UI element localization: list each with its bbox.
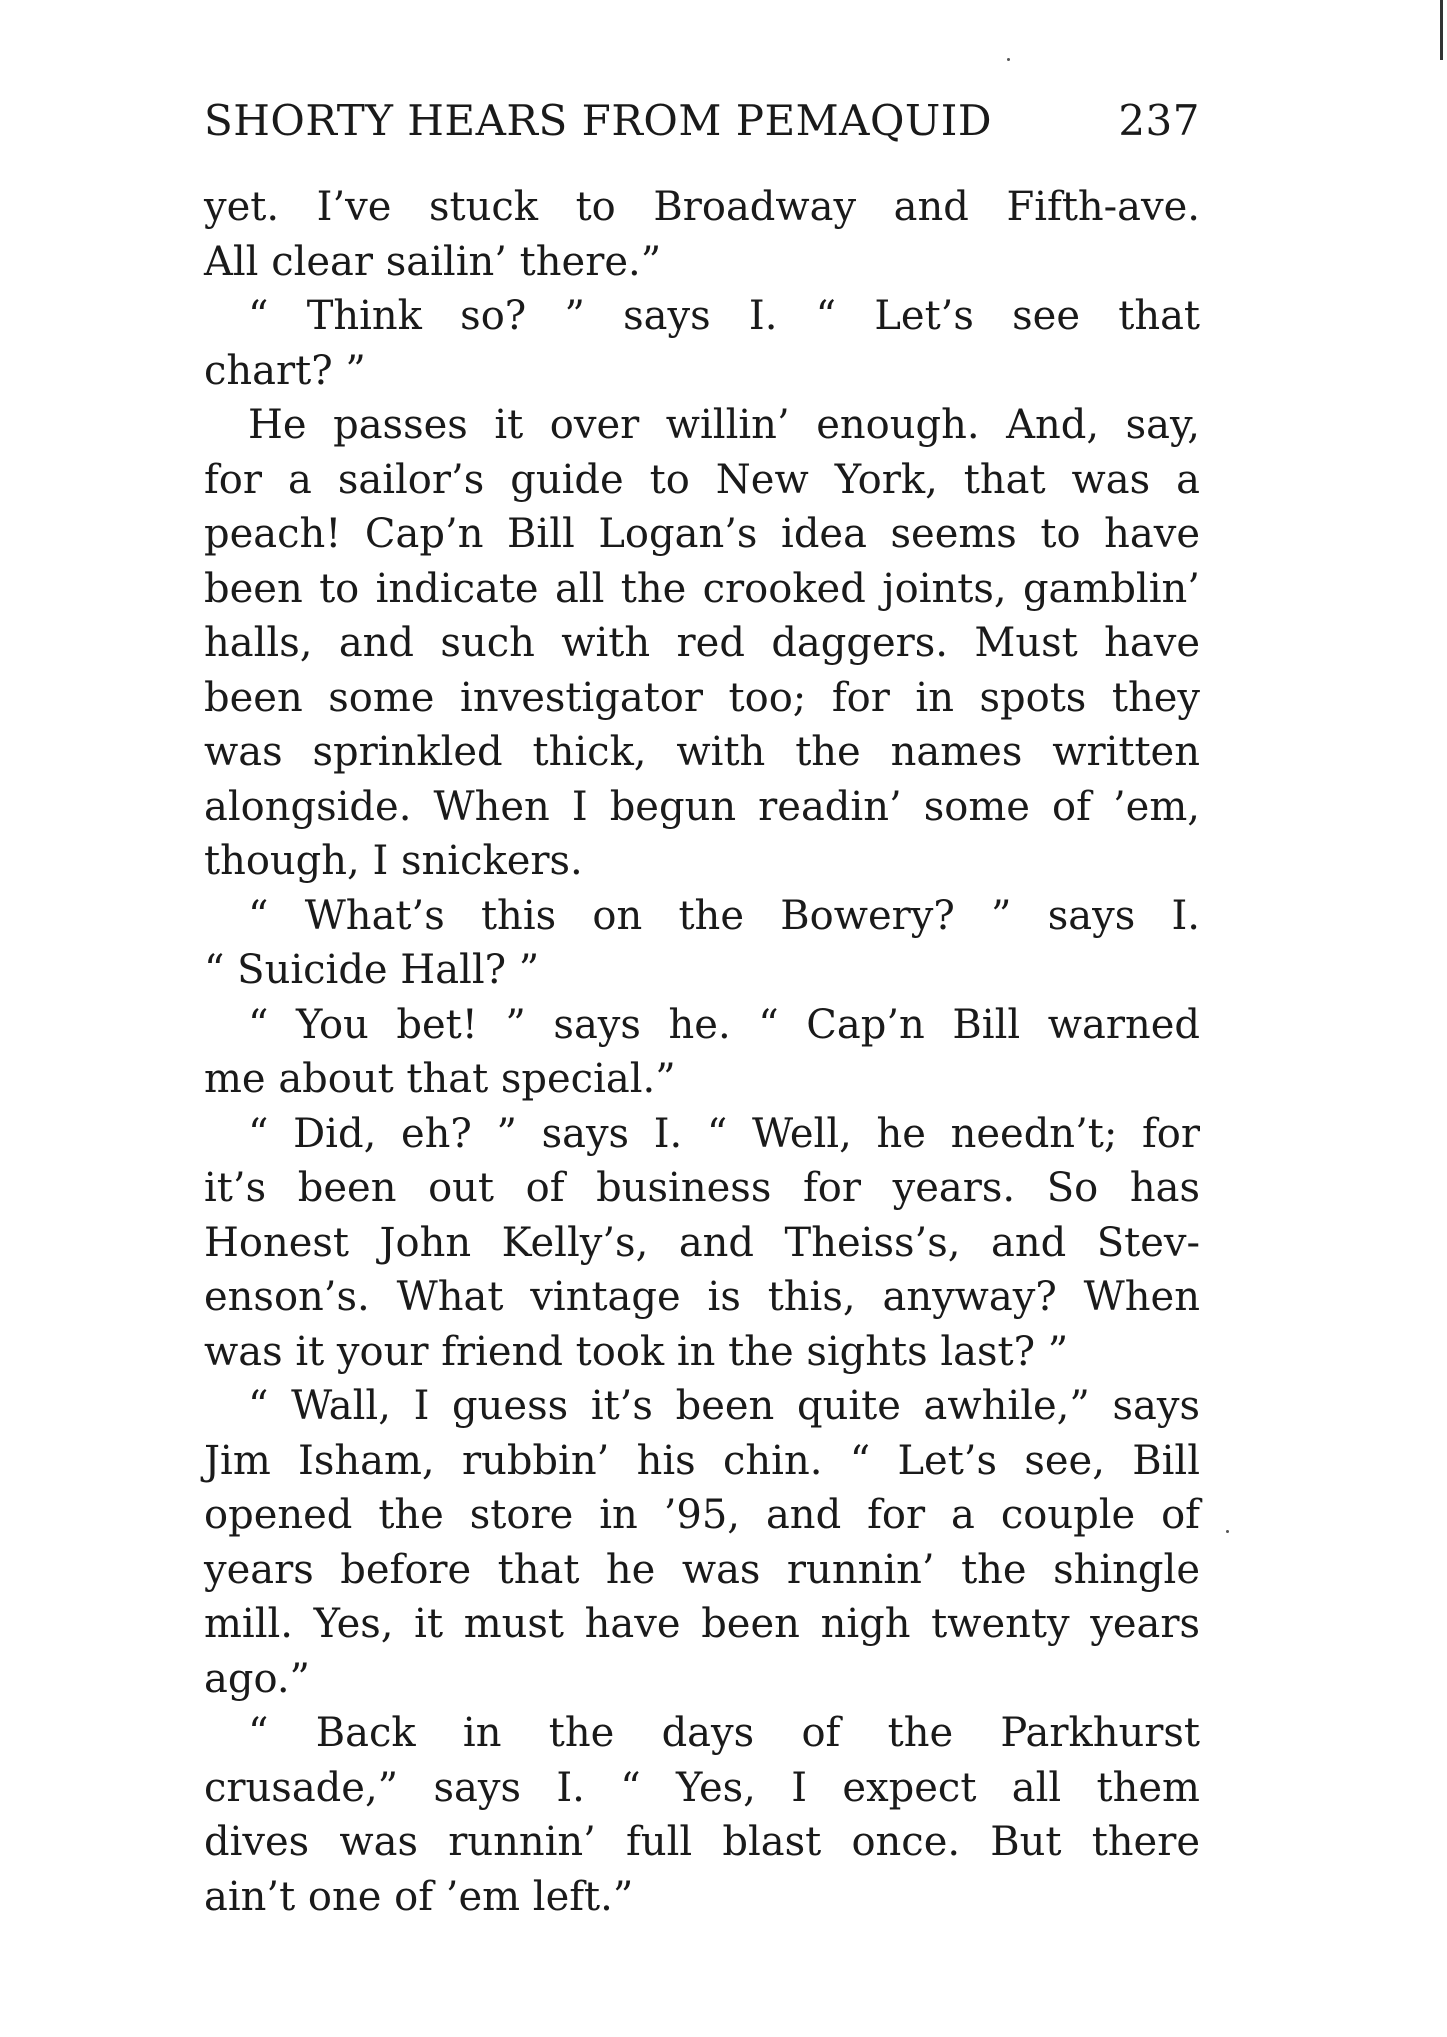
- text-line: He passes it over willin’ enough. And, say,: [248, 402, 1200, 448]
- body-text: [204, 180, 1200, 1924]
- text-line: “ Did, eh? ” says I. “ Well, he needn’t; for: [248, 1110, 1200, 1157]
- text-line: for a sailor’s guide to New York, that was a: [204, 456, 1200, 503]
- text-line: was it your friend took in the sights last? ”: [204, 1328, 1069, 1375]
- text-line: peach! Cap’n Bill Logan’s idea seems to have: [204, 511, 1200, 557]
- text-line: dives was runnin’ full blast once. But there: [204, 1819, 1200, 1865]
- text-line: “ Wall, I guess it’s been quite awhile,” says: [248, 1383, 1200, 1429]
- text-line: “ Suicide Hall? ”: [204, 947, 540, 993]
- print-speck: [1007, 58, 1010, 61]
- text-line: crusade,” says I. “ Yes, I expect all them: [204, 1764, 1200, 1811]
- text-line: ain’t one of ’em left.”: [204, 1873, 634, 1920]
- text-line: Jim Isham, rubbin’ his chin. “ Let’s see, Bill: [204, 1437, 1200, 1484]
- text-line: halls, and such with red daggers. Must have: [204, 620, 1200, 666]
- print-speck: [1226, 1530, 1229, 1533]
- text-line: “ What’s this on the Bowery? ” says I.: [248, 892, 1200, 939]
- text-line: mill. Yes, it must have been nigh twenty years: [204, 1601, 1200, 1647]
- page-number: 237: [1118, 96, 1200, 145]
- text-line: opened the store in ’95, and for a couple of: [204, 1492, 1200, 1538]
- text-line: enson’s. What vintage is this, anyway? When: [204, 1274, 1200, 1320]
- text-line: chart? ”: [204, 347, 366, 394]
- text-line: yet. I’ve stuck to Broadway and Fifth-ave.: [204, 184, 1200, 230]
- text-line: was sprinkled thick, with the names written: [204, 729, 1200, 775]
- text-line: “ You bet! ” says he. “ Cap’n Bill warned: [248, 1001, 1200, 1048]
- text-line: been some investigator too; for in spots they: [204, 674, 1200, 721]
- text-line: me about that special.”: [204, 1056, 676, 1102]
- text-line: been to indicate all the crooked joints, gamblin’: [204, 565, 1200, 612]
- text-line: “ Back in the days of the Parkhurst: [248, 1710, 1200, 1756]
- text-line: Honest John Kelly’s, and Theiss’s, and Stev-: [204, 1219, 1200, 1266]
- running-title: SHORTY HEARS FROM PEMAQUID: [204, 96, 993, 145]
- text-line: years before that he was runnin’ the shingle: [204, 1546, 1200, 1593]
- text-line: alongside. When I begun readin’ some of ’em,: [204, 783, 1200, 830]
- running-header: [204, 96, 1200, 152]
- text-line: it’s been out of business for years. So has: [204, 1165, 1200, 1211]
- page-edge-mark: [1440, 0, 1443, 60]
- text-line: though, I snickers.: [204, 838, 583, 884]
- text-line: All clear sailin’ there.”: [204, 238, 662, 285]
- text-line: ago.”: [204, 1655, 310, 1702]
- text-line: “ Think so? ” says I. “ Let’s see that: [248, 293, 1200, 339]
